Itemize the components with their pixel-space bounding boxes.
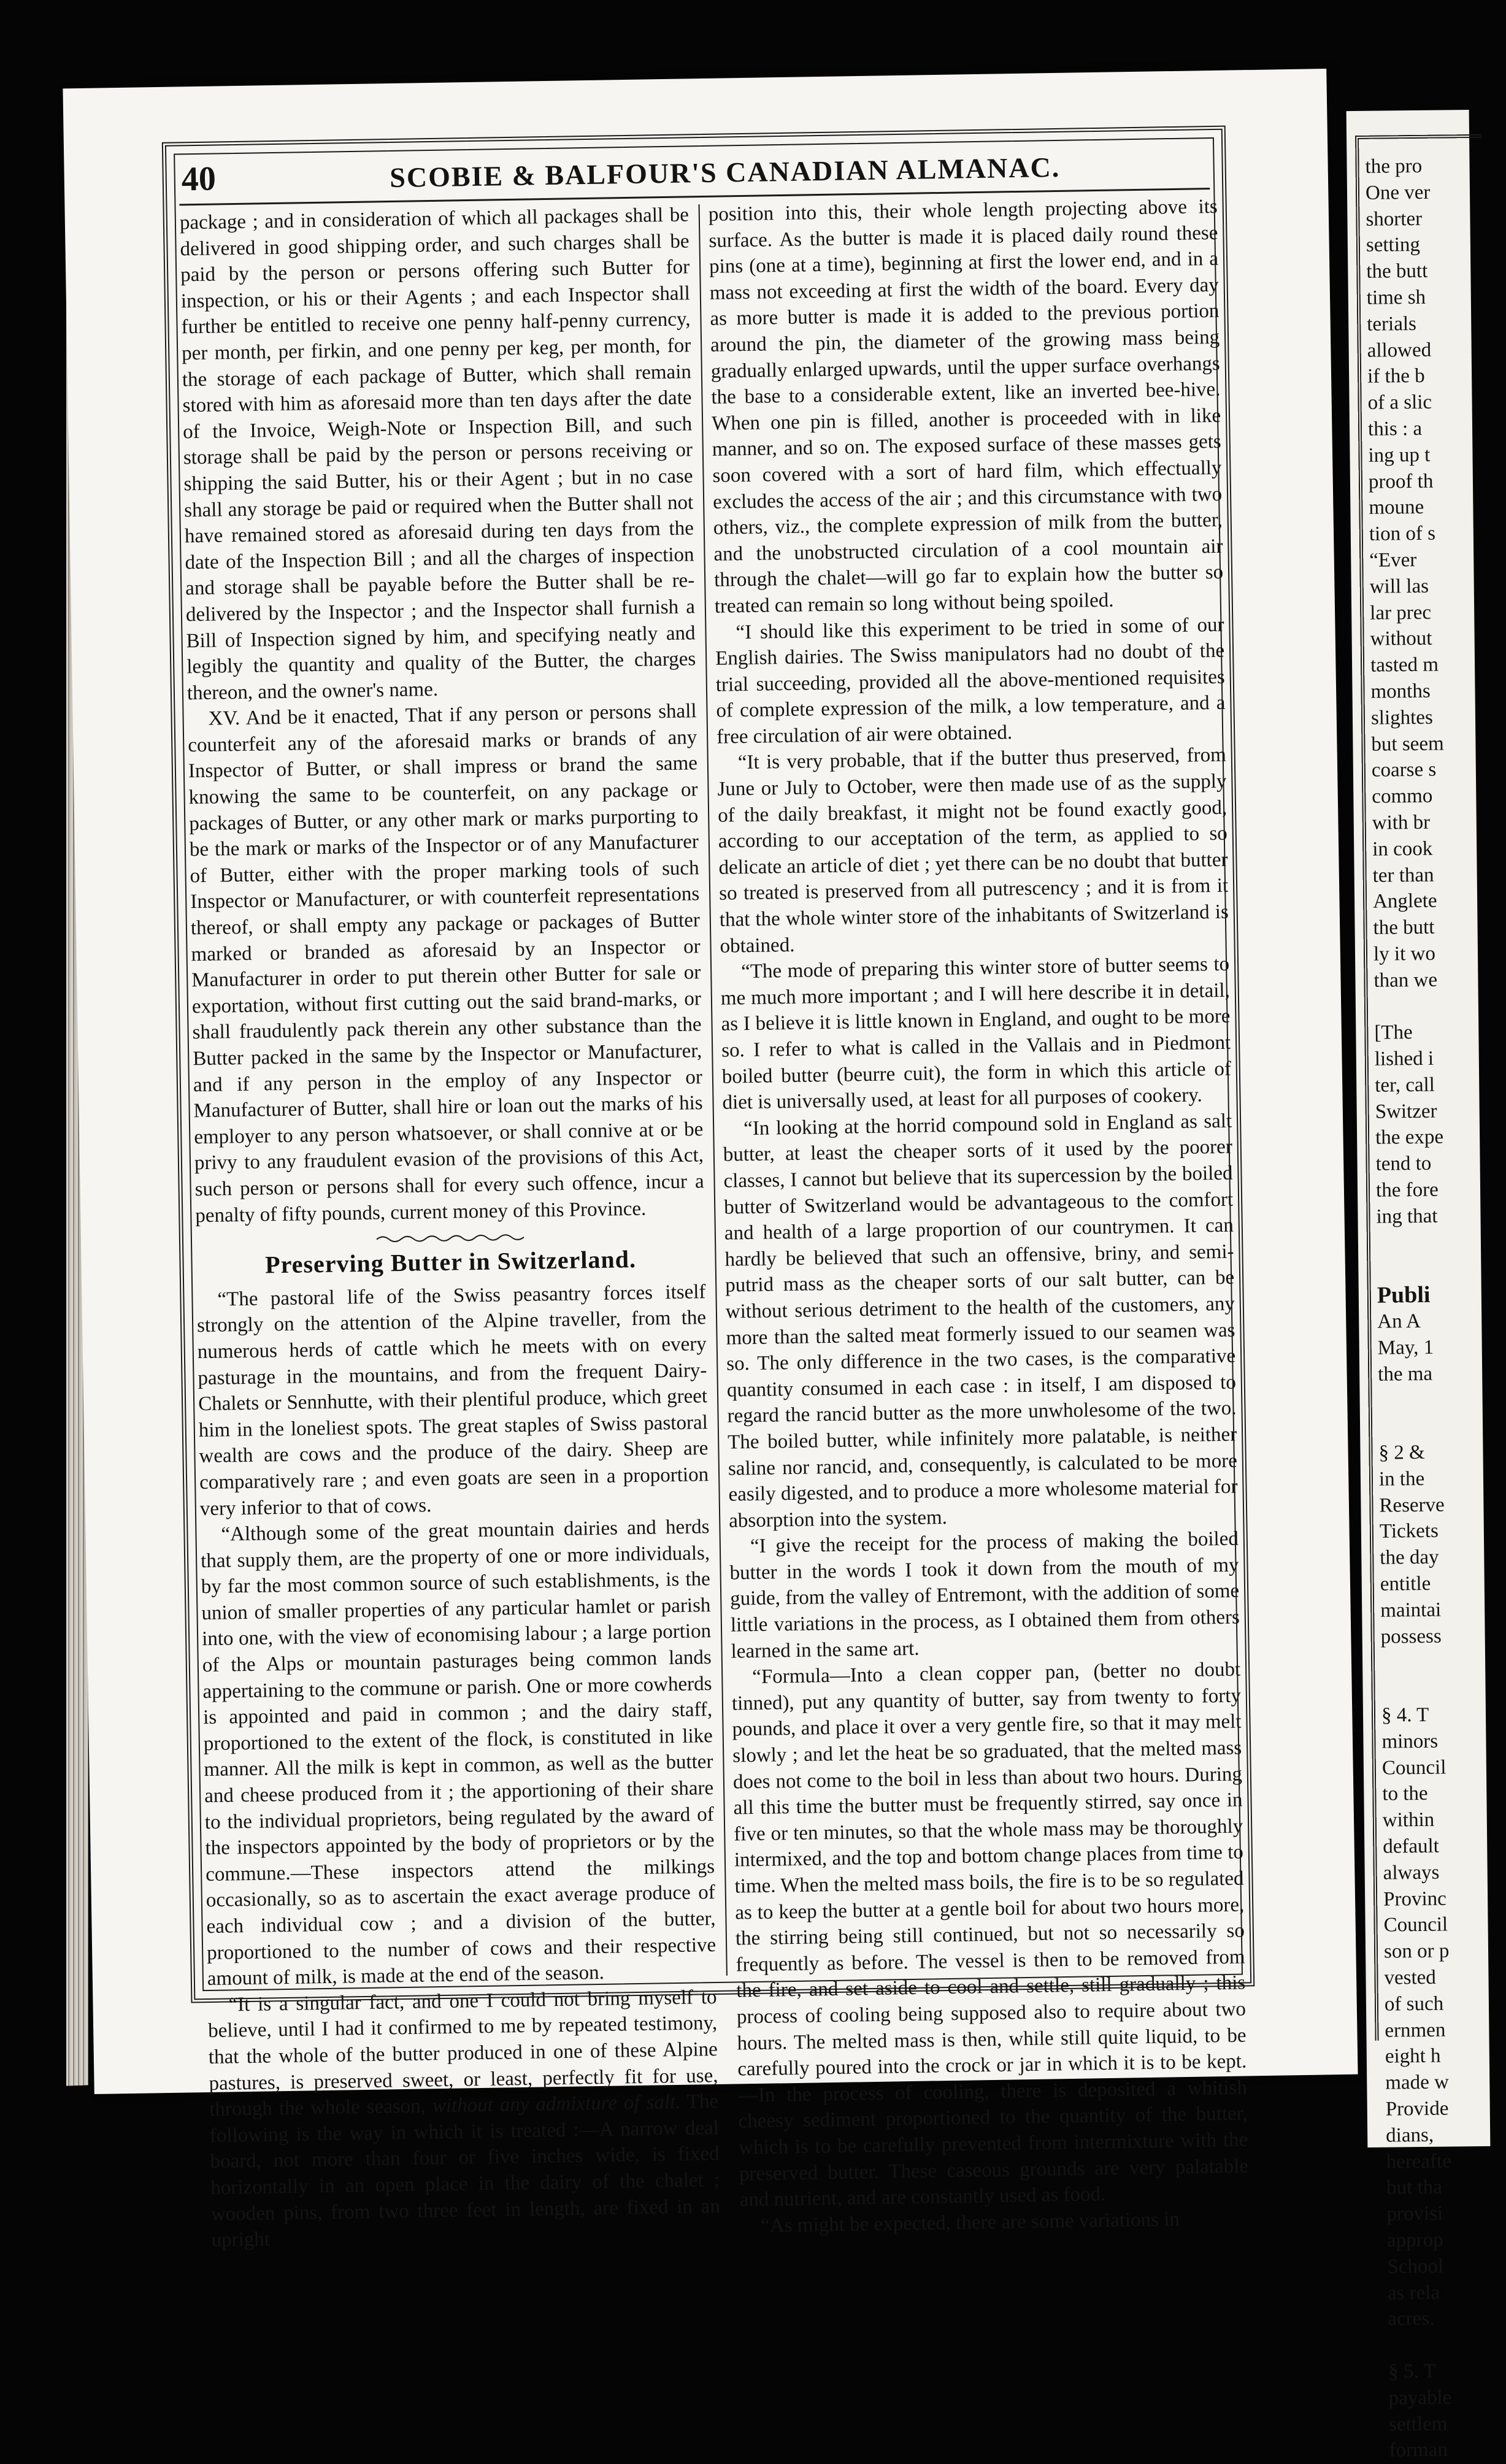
facing-page-line: this : a [1367,417,1423,440]
facing-page-line [1378,1386,1476,1413]
facing-page-line: ter than [1372,864,1434,887]
paragraph: “Although some of the great mountain dairies and herds that supply them, are the property of one or more individuals, by far the most common source of such establishments, is the union of smaller properties of any particular hamlet or parish into one, with the view of economising labour ; a large portion of the Alps or mountain pasturages being common lands appertaining to the commune or parish. One or more cowherds is appointed and paid in common ; and the dairy staff, proportioned to the extent of the flock, is constituted in like manner. All the milk is kept in common, as well as the butter and cheese produced from it ; the apportioning of their share to the individual proprietors, being regulated by the award of the inspectors appointed by the body of proprietors or by the commune.—These inspectors attend the milkings occasionally, so as to ascertain the exact average produce of each individual cow ; and a division of the butter, proportioned to the number of cows and their respective amount of milk, is made at the end of the season. [200,1516,717,1990]
facing-page-line: hereafte [1386,2150,1452,2173]
facing-page-line: ing that [1376,1205,1438,1228]
left-column [179,202,721,2252]
facing-page-line: will las [1369,575,1429,598]
facing-page-line [1388,2332,1486,2358]
paragraph: “In looking at the horrid compound sold in England as salt butter, at least the cheaper sorts of it used by the poorer classes, I cannot but believe that its supercession by the boiled butter of Switzerland would be advantageous to the comfort and health of a large proportion of our countrymen. It can hardly be believed that such an offensive, briny, and semi-putrid mass as the cheaper sorts of our salt butter, can be without serious detriment to the health of the customers, any more than the salted meat formerly issued to our seamen was so. The only difference in the two cases, is the comparative quantity consumed in each case : in itself, I am disposed to regard the rancid butter as the more unwholesome of the two. The boiled butter, while infinitely more palatable, is neither saline nor rancid, and, consequently, is calculated to be more easily digested, and to produce a more wholesome material for absorption into the system. [723,1110,1238,1532]
facing-page-line: allowed [1367,339,1432,362]
facing-page-line: of a slic [1367,391,1432,414]
facing-page-line: May, 1 [1377,1336,1434,1359]
paragraph: “Formula—Into a clean copper pan, (better no doubt tinned), put any quantity of butter, say from twenty to forty pounds, and place it over a very gentle fire, so that it may melt slowly ; and let the heat be so graduated, that the melted mass does not come to the boil in less than about two hours. During all this time the butter must be frequently stirred, say once in five or ten minutes, so that the whole mass may be thoroughly intermixed, and the top and bottom change places from time to time. When the melted mass boils, the fire is to be so regulated as to keep the butter at a gentle boil for about two hours more, the stirring being still continued, but not so necessarily so frequently as before. The vessel is then to be removed from the fire, and set aside to cool and settle, still gradually ; this process of cooling being supposed also to require about two hours. The melted mass is then, while still quite liquid, to be carefully poured into the crock or jar in which it is to be kept.—In the process of cooling, there is deposited a whitish cheesy sediment proportioned to the quantity of the butter, which is to be carefully prevented from intermixture with the preserved butter. These caseous grounds are very palatable and nutrient, and are constantly used as food. [731,1658,1249,2211]
facing-page-line: made w [1385,2071,1450,2094]
facing-page-line: the day [1380,1546,1439,1569]
facing-page-line: the butt [1366,259,1428,283]
paragraph: “I give the receipt for the process of making the boiled butter in the words I took it down from the mouth of my guide, from the valley of Entremont, with the addition of some little variations in the process, as I obtained them from others learned in the same art. [729,1527,1240,1663]
facing-page-line [1374,993,1472,1020]
facing-page-line: than we [1373,969,1438,992]
facing-page-line: of such [1384,1992,1444,2016]
facing-page-line: School [1387,2255,1444,2278]
facing-page-line: lar prec [1370,601,1432,624]
facing-page-line: Anglete [1372,889,1437,913]
facing-page-line: ly it wo [1373,942,1436,965]
facing-page-line: eight h [1385,2045,1441,2068]
paragraph: position into this, their whole length projecting above its surface. As the butter is made it is placed daily round these pins (one at a time), beginning at first the lower end, and in a mass not exceeding at first the width of the board. Every day as more butter is made it is added to the previous portion around the pin, the diameter of the growing mass being gradually enlarged upwards, until the upper surface overhangs the base to a considerable extent, like an inverted bee-hive. When one pin is filled, another is proceeded with in like manner, and so on. The exposed surface of these masses gets soon covered with a sort of hard film, which effectually excludes the access of the air ; and this circumstance with two others, viz., the complete expression of milk from the butter, and the unobstructed circulation of a cool mountain air through the chalet—will go far to explain how the butter so treated can remain so long without being spoiled. [708,195,1224,618]
facing-page-line: possess [1380,1625,1442,1648]
text-columns [179,194,1249,2252]
facing-page-line: ing up t [1368,443,1431,467]
facing-page-line: tion of s [1369,522,1436,545]
facing-page-line: “Ever [1369,548,1417,572]
facing-page-line: [The [1374,1021,1413,1045]
facing-page-line: proof th [1368,470,1434,493]
facing-page-line: entitle [1380,1572,1431,1595]
facing-page-line [1377,1256,1475,1283]
facing-page-line: in cook [1372,837,1433,861]
page-border [162,126,1254,2252]
facing-page-line: the expe [1375,1126,1444,1149]
paragraph: package ; and in consideration of which all packages shall be delivered in good shipping order, and such charges shall be paid by the person or persons offering such Butter for inspection, or his or their Agents ; and each Inspector shall further be entitled to receive one penny half-penny currency, per month, per firkin, and one penny per keg, per month, for the storage of each package of Butter, which shall remain stored with him as aforesaid more than ten days after the date of the Invoice, Weigh-Note or Inspection Bill, and such storage shall be paid by the person or persons receiving or shipping the said Butter, his or their Agent ; but in no case shall any storage be paid or required when the Butter shall not have remained stored as aforesaid during ten days from the date of the Inspection Bill ; and all the charges of inspection and storage shall be payable before the Butter shall be re-delivered by the Inspector ; and the Inspector shall furnish a Bill of Inspection signed by him, and specifying neatly and legibly the quantity and quality of the Butter, the charges thereon, and the owner's name. [179,204,696,705]
facing-page-line: Switzer [1375,1100,1437,1123]
paragraph-text: “It is a singular fact, and one I could not bring myself to believe, until I had it confirmed to me by repeated testimony, that the whole of the butter produced in one of these Alpine pastures, is preserved sweet, or least, perfectly fit for use, through the whole season, [207,1986,718,2121]
facing-page-line: Reserve [1379,1494,1445,1517]
facing-page-line: Council [1383,1913,1448,1937]
facing-page [1347,110,1491,2462]
facing-page-line: the pro [1365,155,1423,178]
facing-page-line: § 2 & [1378,1441,1425,1464]
facing-page-line: provisi [1386,2202,1443,2225]
facing-page-line: tasted m [1370,653,1439,677]
facing-page-line: tend to [1375,1153,1432,1176]
facing-page-line: payable [1388,2386,1452,2409]
facing-page-line: moune [1369,496,1424,520]
paragraph: “The mode of preparing this winter store of butter seems to me much more important ; and I will here describe it in detail, as I believe it is little known in England, and ought to be more so. I refer to what is called in the Vallais and in Piedmont boiled butter (beurre cuit), the form in which this article of diet is universally used, at least for all purposes of cookery. [720,953,1232,1114]
facing-page-line: § 5. T [1388,2360,1436,2383]
facing-page-line: forman [1389,2438,1448,2462]
facing-page-line [1377,1229,1475,1256]
facing-page-line: months [1370,680,1431,703]
paragraph: “The pastoral life of the Swiss peasantry forces itself strongly on the attention of the Alpine traveller, from the numerous herds of cattle which he meets with on every pasturage in the mountains, and from the frequent Dairy-Chalets or Sennhutte, with their plentiful produce, which greet him in the loneliest spots. The great staples of Swiss pastoral wealth are cows and the produce of the dairy. Sheep are comparatively rare ; and even goats are seen in a proportion very inferior to that of cows. [196,1280,709,1520]
facing-page-line: coarse s [1371,758,1437,782]
facing-page-line: minors [1381,1730,1439,1753]
facing-page-line: § 4. T [1381,1703,1429,1727]
facing-page-line: approp [1386,2228,1443,2252]
facing-page-line: Provide [1385,2097,1449,2120]
facing-page-line: lished i [1374,1047,1434,1070]
right-column [708,194,1249,2237]
facing-page-line: One ver [1365,181,1431,204]
paragraph: “As might be expected, there are some variations in [761,2208,1180,2237]
facing-page-line: always [1383,1861,1440,1884]
almanac-page [63,69,1358,2252]
paragraph: “It is very probable, that if the butter thus preserved, from June or July to October, were then made use of as the supply of the daily breakfast, it might not be found exactly good, according to our acceptation of the term, as applied to so delicate an article of diet ; yet there can be no doubt that butter so treated is preserved from all putrescency ; and it is from it that the whole winter store of the inhabitants of Switzerland is obtained. [717,744,1229,958]
facing-page-line: Tickets [1379,1520,1439,1543]
paragraph: “I should like this experiment to be tried in some of our English dairies. The Swiss manipulators had no doubt of the trial succeeding, provided all the above-mentioned requisites of complete expression of the milk, a low temperature, and a free circulation of air were obtained. [715,613,1226,748]
facing-page-line: shorter [1366,207,1423,231]
facing-page-line: maintai [1380,1599,1442,1622]
facing-page-line: slightes [1370,706,1434,729]
section-title: Preserving Butter in Switzerland. [264,1245,637,1279]
facing-page-line: dians, [1385,2124,1434,2147]
facing-page-line: the ma [1378,1362,1433,1386]
facing-page-line: setting [1366,234,1421,257]
facing-page-line: time sh [1366,286,1426,309]
facing-page-line: settlem [1388,2412,1448,2436]
facing-page-line: in the [1378,1467,1425,1491]
facing-page-line: son or p [1383,1940,1450,1963]
facing-page-line: the fore [1375,1178,1439,1202]
facing-page-line: Publi [1377,1282,1431,1308]
facing-page-line: commo [1372,785,1433,808]
facing-page-line: An A [1377,1310,1421,1333]
facing-page-line [1381,1675,1479,1702]
facing-page-line: ernmen [1385,2019,1446,2042]
facing-page-line: acres. [1388,2308,1435,2330]
paragraph-text: The following is the way in which it is treated :—A narrow deal board, not more than four or five inches wide, is fixed horizontally in an open place in the dairy of the chalet ; wooden pins, from two three feet in length, are fixed in an upright [209,2090,721,2252]
paragraph: XV. And be it enacted, That if any person or persons shall counterfeit any of the aforesaid marks or brands of any Inspector of Butter, or shall impress or brand the same knowing the same to be counterfeit, on any package or packages of Butter, or any other mark or marks purporting to be the mark or marks of the Inspector or of any Manufacturer of Butter, either with the proper marking tools of such Inspector or Manufacturer, or with counterfeit representations thereof, or shall empty any package or packages of Butter marked or branded as aforesaid by an Inspector or Manufacturer in order to put therein other Butter for sale or exportation, without first cutting out the said brand-marks, or shall fraudulently pack therein any other substance than the Butter packed in the same by the Inspector or Manufacturer, and if any person in the employ of any Inspector or Manufacturer of Butter, shall hire or loan out the marks of his employer to any person whatsoever, or shall connive at or be privy to any fraudulent evasion of the provisions of this Act, such person or persons shall for every such offence, incur a penalty of fifty pounds, current money of this Province. [188,700,704,1227]
running-title: SCOBIE & BALFOUR'S CANADIAN ALMANAC. [389,151,1061,194]
facing-page-line: default [1383,1835,1440,1858]
paragraph [207,1984,721,2254]
wavy-divider [377,1232,524,1245]
page-number: 40 [181,159,217,199]
facing-page-line: vested [1384,1966,1436,1989]
facing-page-line: without [1370,628,1432,651]
facing-page-line [1381,1649,1479,1676]
facing-page-line: with br [1372,811,1431,834]
facing-page-line: as rela [1387,2281,1440,2305]
facing-page-line: if the b [1367,365,1425,388]
facing-page-line: ter, call [1375,1073,1435,1097]
facing-page-line: to the [1382,1783,1428,1806]
facing-page-line [1378,1413,1477,1440]
facing-page-line: the butt [1373,916,1435,939]
facing-page-line: within [1382,1808,1435,1832]
facing-page-line: terials [1367,312,1417,336]
facing-page-line: Council [1381,1756,1446,1779]
facing-page-line: Provinc [1383,1887,1447,1911]
facing-page-line: but tha [1386,2176,1442,2199]
facing-page-line: but seem [1371,732,1444,756]
italic-phrase: without any admixture of salt. [432,2091,681,2117]
